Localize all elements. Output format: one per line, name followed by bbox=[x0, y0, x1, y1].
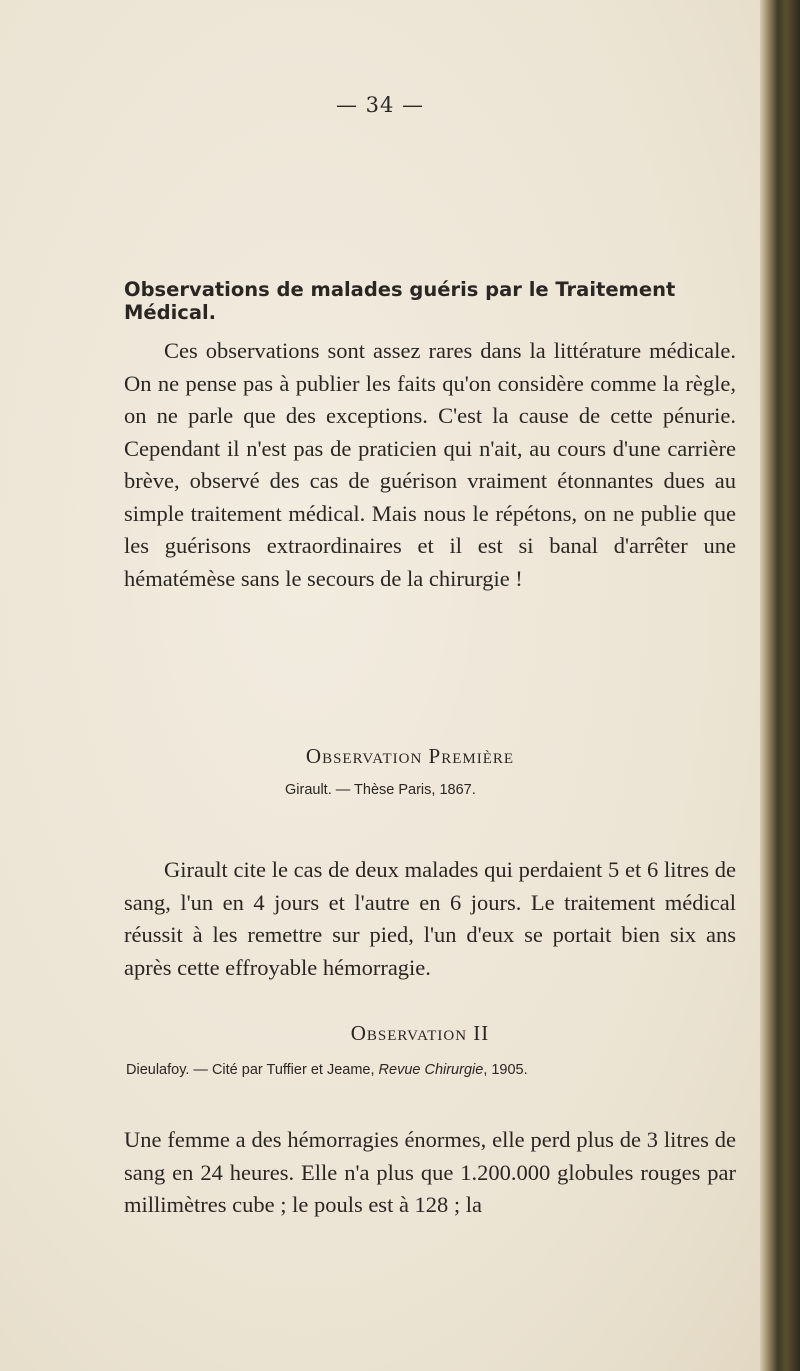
section-heading: Observations de malades guéris par le Traitement Médical. bbox=[124, 278, 676, 324]
observation-2-source-year: , 1905. bbox=[483, 1062, 528, 1078]
observation-2-text: Une femme a des hémorragies énormes, elle perd plus de 3 litres de sang en 24 heures. Elle n'a plus que 1.200.000 globules rouges par millimètres cube ; le pouls est à 128 ; la bbox=[124, 1127, 736, 1217]
observation-2-title: Observation II bbox=[350, 1021, 490, 1045]
observation-1-source: Girault. — Thèse Paris, 1867. bbox=[285, 782, 476, 798]
observation-1-text: Girault cite le cas de deux malades qui perdaient 5 et 6 litres de sang, l'un en 4 jours et l'autre en 6 jours. Le traitement médical réussit à les remettre sur pied, l'un d'eux se portait bien six ans après cette effroyable hémorragie. bbox=[124, 857, 736, 980]
intro-paragraph: Ces observations sont assez rares dans la littérature médicale. On ne pense pas à publier les faits qu'on considère comme la règle, on ne parle que des exceptions. C'est la cause de cette pénurie. Cependant il n'est pas de praticien qui n'ait, au cours d'une carrière brève, observé des cas de guérison vraiment étonnantes dues au simple traitement médical. Mais nous le répétons, on ne publie que les guérisons extraordinaires et il est si banal d'arrêter une hématémèse sans le secours de la chirurgie ! bbox=[124, 338, 736, 591]
page-number: — 34 — bbox=[335, 93, 425, 117]
observation-2-source bbox=[126, 1062, 528, 1078]
observation-1-title: Observation Première bbox=[305, 744, 515, 768]
observation-2-source-author: Dieulafoy. — Cité par Tuffier et Jeame, bbox=[126, 1062, 379, 1078]
book-binding-edge bbox=[760, 0, 800, 1371]
observation-2-source-journal: Revue Chirurgie bbox=[378, 1062, 484, 1078]
